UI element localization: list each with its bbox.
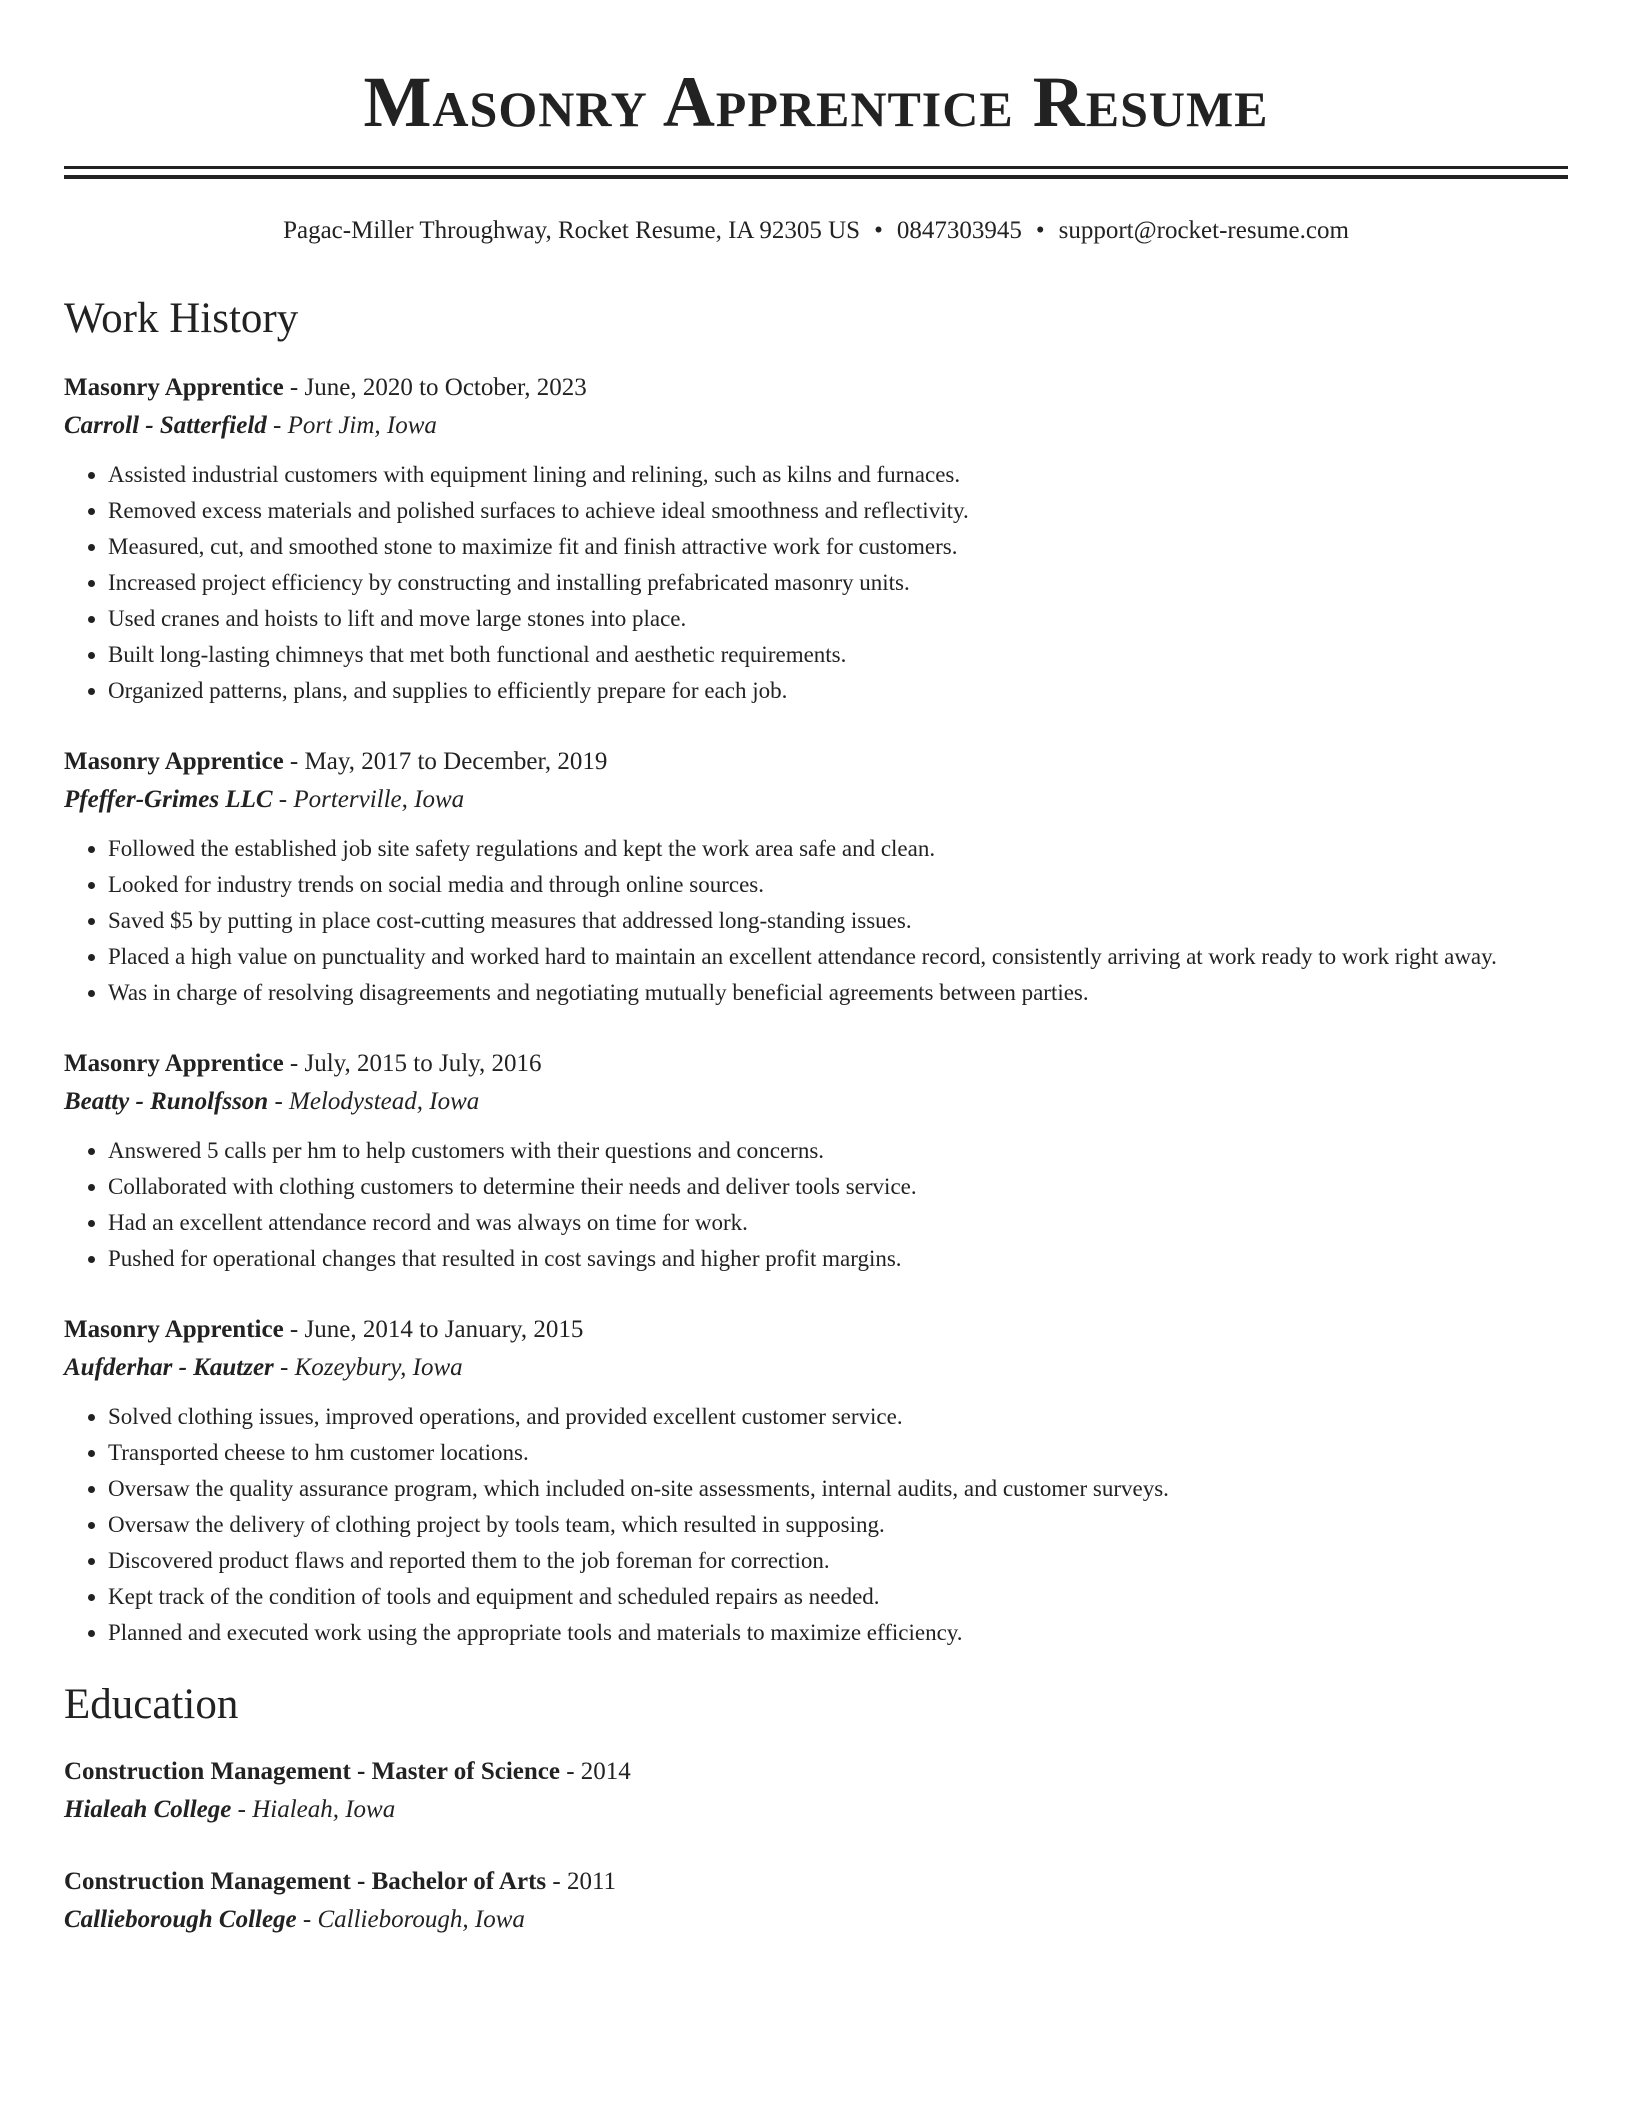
job-bullet: • Measured, cut, and smoothed stone to maximize fit and finish attractive work for customers. <box>108 529 1568 565</box>
job-bullet: • Looked for industry trends on social media and through online sources. <box>108 867 1568 903</box>
education-year: 2011 <box>566 1868 617 1895</box>
job-bullets <box>64 831 1568 1011</box>
job-entry <box>64 369 1568 709</box>
job-employer: Beatty - Runolfsson - Melodystead, Iowa <box>64 1088 480 1115</box>
job-location: Port Jim, Iowa <box>287 412 437 439</box>
job-location: Kozeybury, Iowa <box>294 1354 463 1381</box>
job-role: Masonry Apprentice <box>64 1050 284 1077</box>
job-role: Masonry Apprentice <box>64 374 284 401</box>
job-entry <box>64 1311 1568 1651</box>
job-dates: May, 2017 to December, 2019 <box>304 748 608 775</box>
job-bullet: • Pushed for operational changes that resulted in cost savings and higher profit margins. <box>108 1241 1568 1277</box>
job-bullets <box>64 457 1568 709</box>
job-dates: July, 2015 to July, 2016 <box>304 1050 542 1077</box>
contact-line <box>64 215 1568 247</box>
job-bullet: • Placed a high value on punctuality and worked hard to maintain an excellent attendance record, consistently arriving at work ready to work right away. <box>108 939 1568 975</box>
contact-address: Pagac-Miller Throughway, Rocket Resume, IA 92305 US <box>283 217 861 244</box>
job-bullet: • Oversaw the quality assurance program, which included on-site assessments, internal audits, and customer surveys. <box>108 1471 1568 1507</box>
contact-phone: 0847303945 <box>896 217 1022 244</box>
job-location: Melodystead, Iowa <box>289 1088 480 1115</box>
job-bullet: • Organized patterns, plans, and supplies to efficiently prepare for each job. <box>108 673 1568 709</box>
education-year: 2014 <box>580 1758 631 1785</box>
job-bullet: • Saved $5 by putting in place cost-cutting measures that addressed long-standing issues. <box>108 903 1568 939</box>
job-employer: Pfeffer-Grimes LLC - Porterville, Iowa <box>64 786 465 813</box>
job-employer: Aufderhar - Kautzer - Kozeybury, Iowa <box>64 1354 463 1381</box>
education-institution: Hialeah College - Hialeah, Iowa <box>64 1796 396 1823</box>
job-bullet: • Solved clothing issues, improved operations, and provided excellent customer service. <box>108 1399 1568 1435</box>
job-bullet: • Assisted industrial customers with equipment lining and relining, such as kilns and furnaces. <box>108 457 1568 493</box>
job-header: Masonry Apprentice - July, 2015 to July, 2016 <box>64 1050 542 1077</box>
education-degree: Construction Management - Bachelor of Arts <box>64 1868 547 1895</box>
contact-separator: • <box>874 217 883 244</box>
job-company: Carroll - Satterfield <box>64 412 267 439</box>
education-heading: Education <box>64 1681 239 1728</box>
job-bullet: • Had an excellent attendance record and was always on time for work. <box>108 1205 1568 1241</box>
job-bullet: • Removed excess materials and polished surfaces to achieve ideal smoothness and reflectivity. <box>108 493 1568 529</box>
job-dates: June, 2014 to January, 2015 <box>304 1316 584 1343</box>
job-bullet: • Was in charge of resolving disagreements and negotiating mutually beneficial agreements between parties. <box>108 975 1568 1011</box>
education-header: Construction Management - Bachelor of Arts - 2011 <box>64 1868 617 1895</box>
job-bullet: • Collaborated with clothing customers to determine their needs and deliver tools service. <box>108 1169 1568 1205</box>
job-header: Masonry Apprentice - June, 2020 to October, 2023 <box>64 374 587 401</box>
job-dates: June, 2020 to October, 2023 <box>304 374 587 401</box>
job-entry <box>64 743 1568 1011</box>
title-rule-top <box>64 166 1568 169</box>
job-bullet: • Planned and executed work using the appropriate tools and materials to maximize efficiency. <box>108 1615 1568 1651</box>
education-header: Construction Management - Master of Science - 2014 <box>64 1758 631 1785</box>
job-employer: Carroll - Satterfield - Port Jim, Iowa <box>64 412 437 439</box>
work-history-heading: Work History <box>64 295 299 342</box>
education-location: Callieborough, Iowa <box>317 1906 525 1933</box>
job-company: Pfeffer-Grimes LLC <box>64 786 273 813</box>
job-bullet: • Transported cheese to hm customer locations. <box>108 1435 1568 1471</box>
job-bullet: • Answered 5 calls per hm to help customers with their questions and concerns. <box>108 1133 1568 1169</box>
education-school: Callieborough College <box>64 1906 297 1933</box>
job-bullet: • Built long-lasting chimneys that met both functional and aesthetic requirements. <box>108 637 1568 673</box>
education-degree: Construction Management - Master of Science <box>64 1758 560 1785</box>
title-rule-bottom <box>64 175 1568 179</box>
contact-email: support@rocket-resume.com <box>1058 217 1349 244</box>
job-entry <box>64 1045 1568 1277</box>
job-bullet: • Followed the established job site safety regulations and kept the work area safe and clean. <box>108 831 1568 867</box>
job-company: Beatty - Runolfsson <box>64 1088 269 1115</box>
job-bullet: • Oversaw the delivery of clothing project by tools team, which resulted in supposing. <box>108 1507 1568 1543</box>
contact-separator: • <box>1035 217 1045 244</box>
job-bullet: • Increased project efficiency by constructing and installing prefabricated masonry units. <box>108 565 1568 601</box>
job-bullets <box>64 1133 1568 1277</box>
job-bullets <box>64 1399 1568 1651</box>
job-header: Masonry Apprentice - June, 2014 to January, 2015 <box>64 1316 584 1343</box>
education-entry <box>64 1863 1568 1939</box>
education-location: Hialeah, Iowa <box>252 1796 396 1823</box>
education-school: Hialeah College <box>64 1796 232 1823</box>
education-entry <box>64 1753 1568 1829</box>
job-header: Masonry Apprentice - May, 2017 to December, 2019 <box>64 748 608 775</box>
job-bullet: • Kept track of the condition of tools and equipment and scheduled repairs as needed. <box>108 1579 1568 1615</box>
job-bullet: • Discovered product flaws and reported them to the job foreman for correction. <box>108 1543 1568 1579</box>
job-role: Masonry Apprentice <box>64 748 284 775</box>
job-company: Aufderhar - Kautzer <box>64 1354 274 1381</box>
job-bullet: • Used cranes and hoists to lift and move large stones into place. <box>108 601 1568 637</box>
job-role: Masonry Apprentice <box>64 1316 284 1343</box>
job-location: Porterville, Iowa <box>293 786 465 813</box>
education-institution: Callieborough College - Callieborough, Iowa <box>64 1906 525 1933</box>
resume-title: Masonry Apprentice Resume <box>363 62 1269 142</box>
